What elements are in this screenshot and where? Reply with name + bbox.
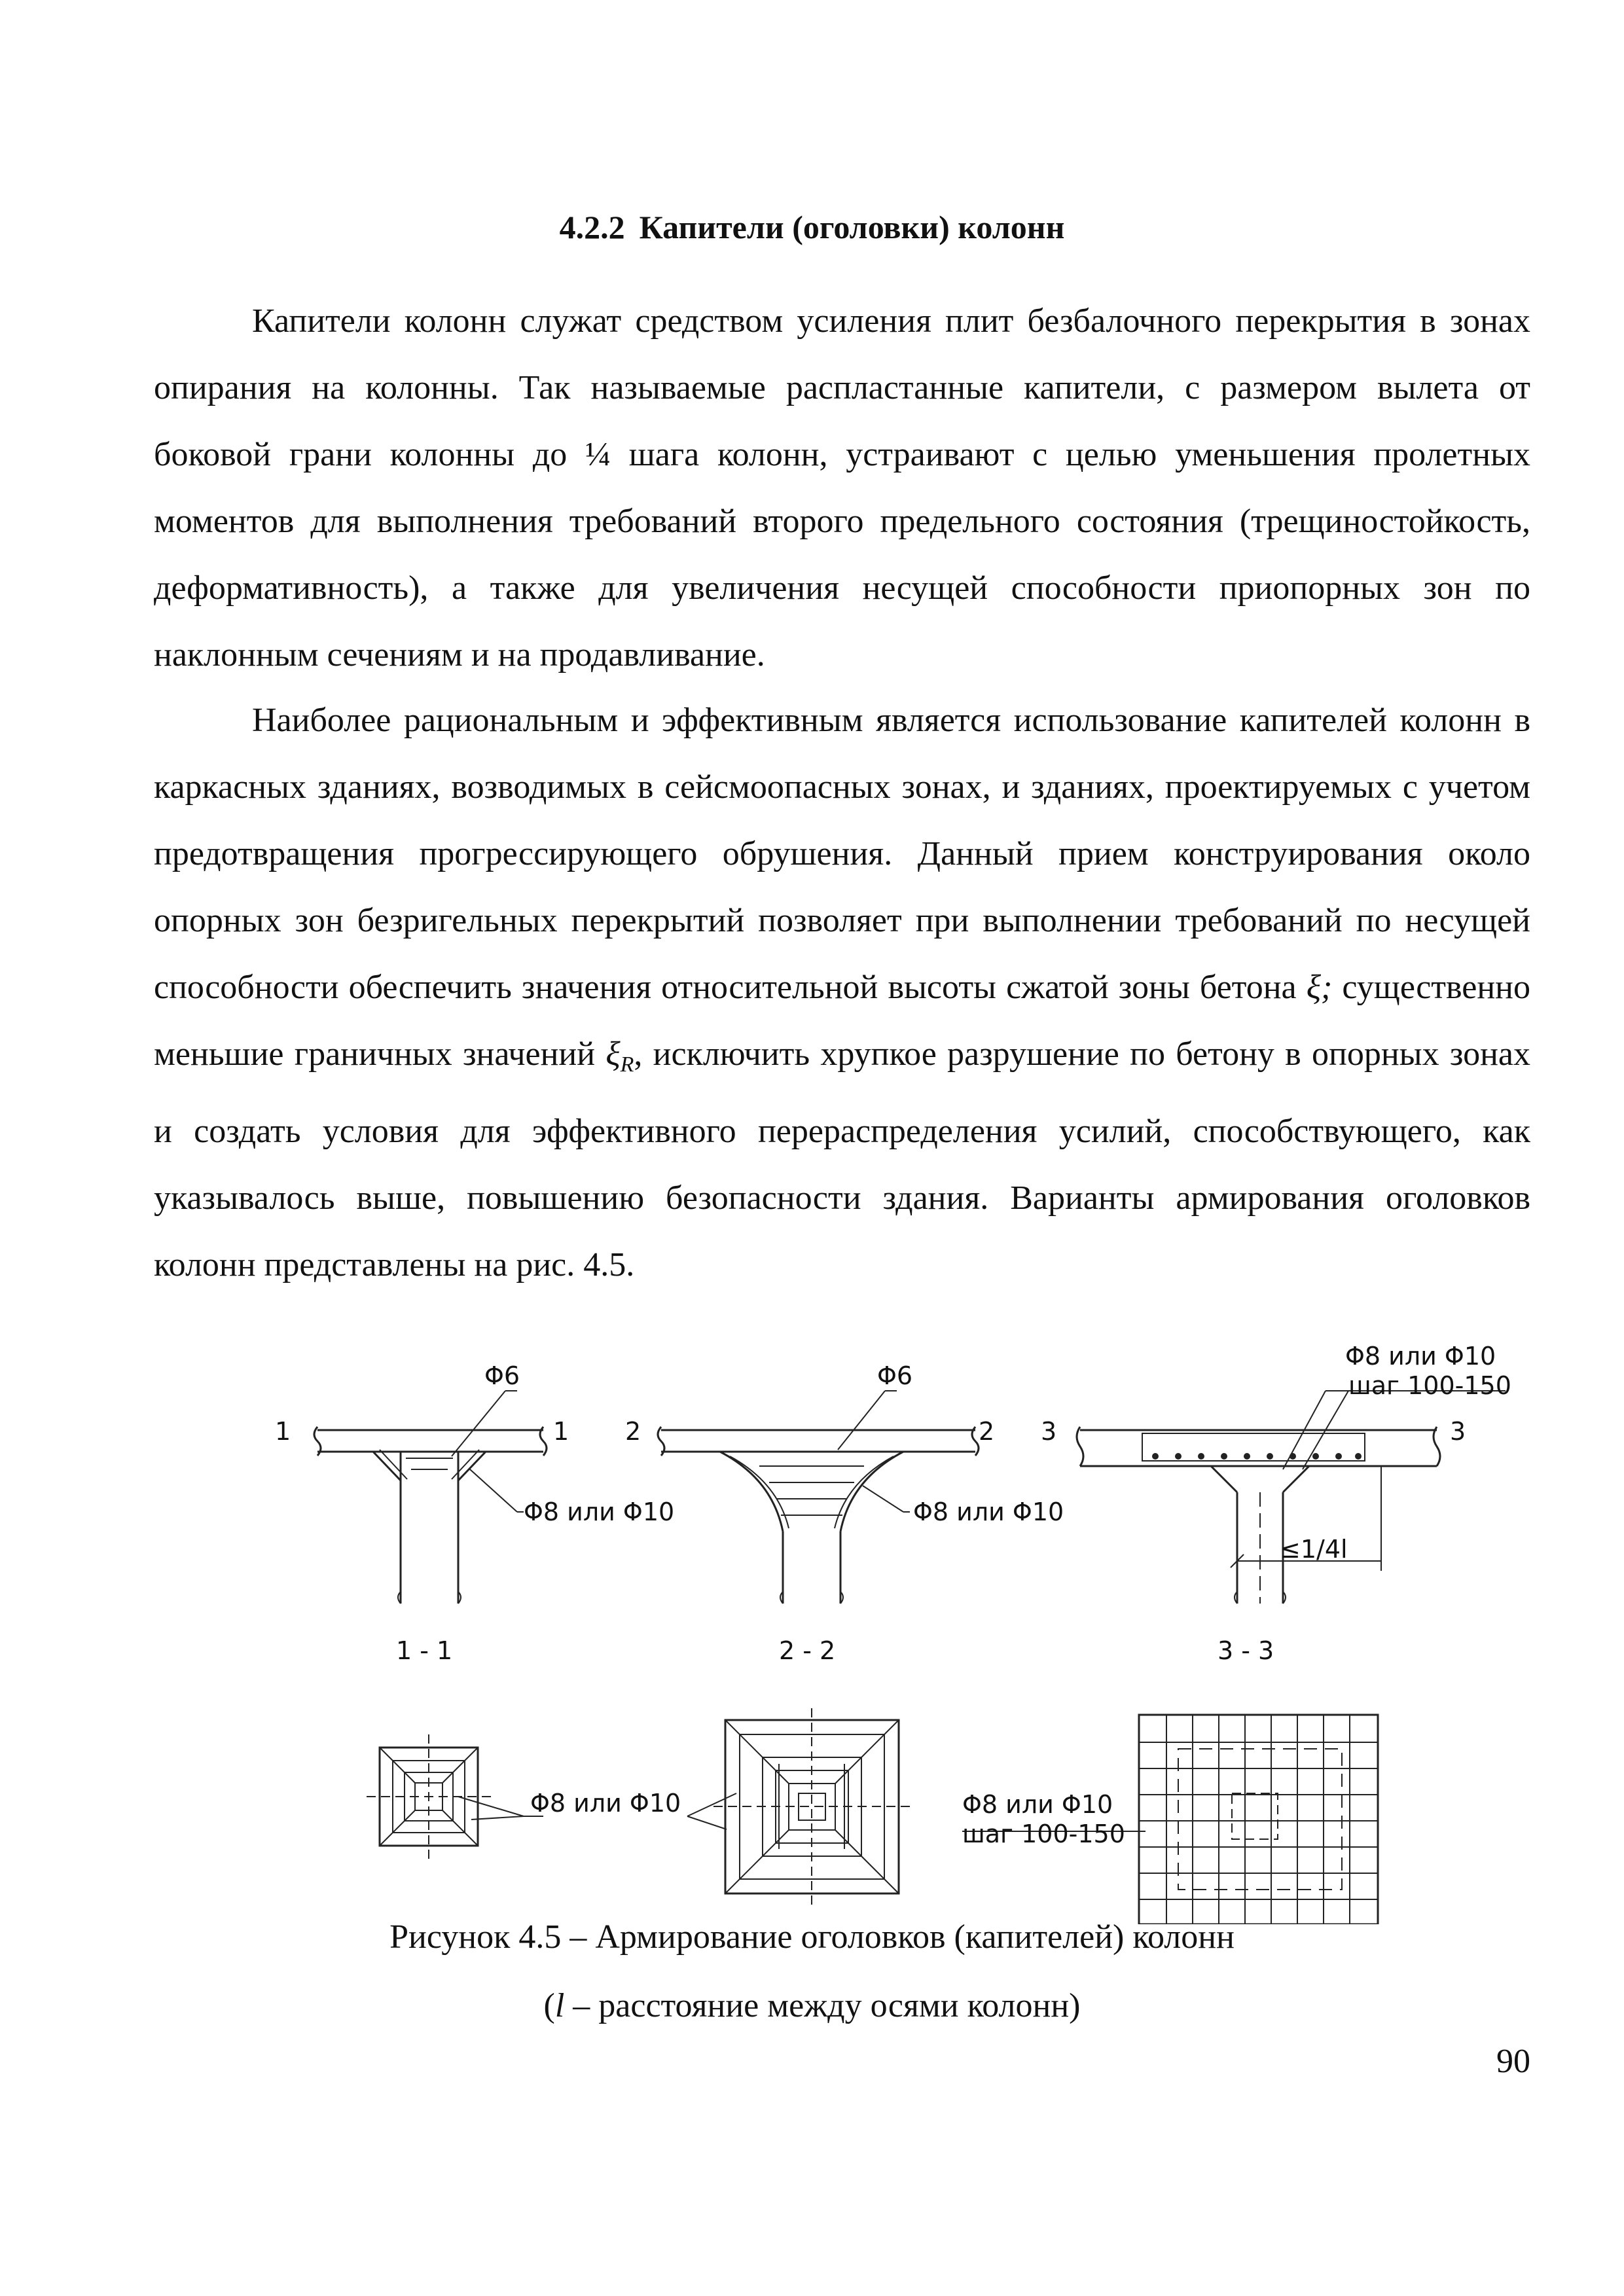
xi-symbol: ξ; [1306,969,1333,1006]
plan-3-label-line-1: Φ8 или Φ10 [962,1790,1113,1819]
section-1-1-drawing [314,1391,547,1604]
section-2-right-mark: 2 [979,1417,995,1446]
paragraph-2-part-3: , исключить хрупкое разрушение по бетону в опорных зонах и создать условия для эффективного перераспределения усилий, способствующего, как указывалось выше, повышению безопасности здания. Варианты армирования оголовков колонн представлены на рис. 4.5. [154,1035,1530,1283]
section-title: Капители (оголовки) колонн [639,209,1065,245]
figure-caption: Рисунок 4.5 – Армирование оголовков (капителей) колонн [389,1918,1235,1956]
section-3-left-mark: 3 [1041,1417,1057,1446]
reinforcement-drawing [0,1335,1624,1924]
xi-r-subscript: R [620,1052,634,1077]
section-1-left-mark: 1 [275,1417,291,1446]
plan-1-drawing [367,1734,524,1859]
plan-label: Φ8 или Φ10 [530,1789,681,1818]
xi-r-symbol: ξ [605,1035,621,1073]
section-2-left-mark: 2 [625,1417,641,1446]
section-1-side-label: Φ8 или Φ10 [524,1498,675,1526]
section-1-right-mark: 1 [553,1417,569,1446]
section-3-dimension: ≤1/4l [1280,1535,1348,1564]
section-2-side-label: Φ8 или Φ10 [913,1498,1064,1526]
section-number: 4.2.2 [559,209,625,245]
section-2-top-label: Φ6 [877,1361,913,1390]
figure-4-5 [0,1335,1624,1924]
section-3-right-mark: 3 [1450,1417,1466,1446]
section-2-title: 2 - 2 [779,1636,836,1665]
plan-3-label-line-2: шаг 100-150 [962,1820,1125,1848]
paragraph-2-part-1: Наиболее рациональным и эффективным является использование капителей колонн в каркасных зданиях, возводимых в сейсмоопасных зонах, и зданиях, проектируемых с учетом предотвращения прогрессирующего обрушения. Данный прием конструирования около опорных зон безригельных перекрытий позволяет при выполнении требований по несущей способности обеспечить значения относительной высоты сжатой зоны бетона [154,702,1530,1006]
section-heading [0,208,1624,246]
section-1-title: 1 - 1 [396,1636,453,1665]
section-1-top-label: Φ6 [484,1361,520,1390]
section-3-3-drawing [1077,1391,1506,1604]
caption-variable-l: l [554,1987,565,2024]
paragraph-2-part-2: существенно меньшие граничных значений [154,969,1530,1073]
caption-open-paren: ( [543,1987,555,2024]
paragraph-2 [154,687,1530,1299]
paragraph-1: Капители колонн служат средством усиления плит безбалочного перекрытия в зонах опирания на колонны. Так называемые распластанные капители, с размером вылета от боковой грани колонны до ¼ шага колонн, устраивают с целью уменьшения пролетных моментов для выполнения требований второго предельного состояния (трещиностойкость, деформативность), а также для увеличения несущей способности приопорных зон по наклонным сечениям и на продавливание. [154,302,1530,673]
figure-caption-note [0,1986,1624,2025]
page-number: 90 [1496,2043,1530,2080]
section-3-label-line-2: шаг 100-150 [1348,1371,1511,1400]
section-3-label-line-1: Φ8 или Φ10 [1345,1342,1496,1371]
caption-note-text: – расстояние между осями колонн) [564,1987,1081,2024]
section-3-title: 3 - 3 [1218,1636,1274,1665]
